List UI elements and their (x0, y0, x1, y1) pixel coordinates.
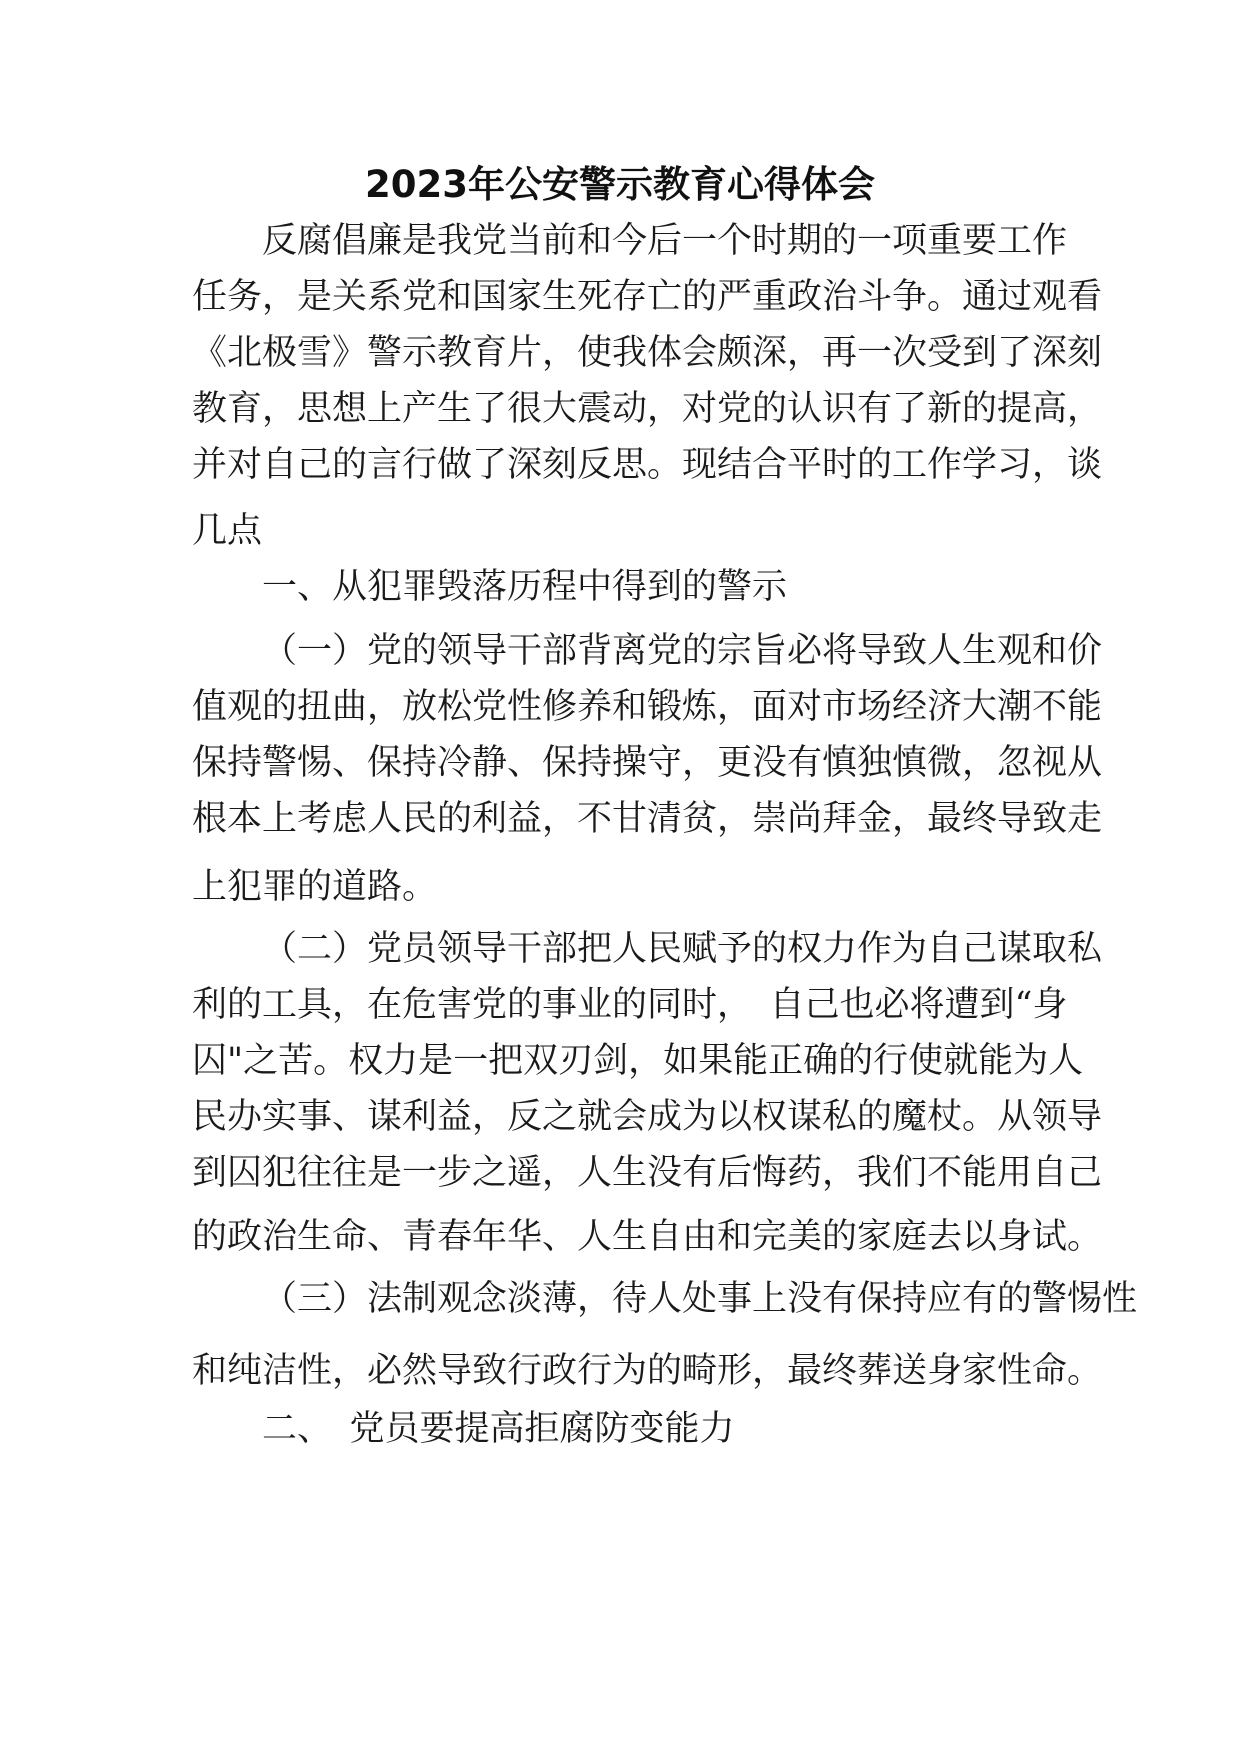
paragraph-line: 到囚犯往往是一步之遥，人生没有后悔药，我们不能用自己 (192, 1153, 1103, 1193)
section-heading: 二、 党员要提高拒腐防变能力 (262, 1409, 735, 1449)
paragraph-line: 《北极雪》警示教育片，使我体会颇深，再一次受到了深刻 (192, 333, 1103, 373)
paragraph-line: 利的工具，在危害党的事业的同时， 自己也必将遭到“身 (192, 985, 1068, 1025)
document-title: 2023年公安警示教育心得体会 (365, 163, 875, 206)
paragraph-line: 并对自己的言行做了深刻反思。现结合平时的工作学习，谈 (192, 445, 1103, 485)
paragraph-line: 值观的扭曲，放松党性修养和锻炼，面对市场经济大潮不能 (192, 687, 1103, 727)
paragraph-line: 上犯罪的道路。 (192, 867, 438, 907)
paragraph-line: 反腐倡廉是我党当前和今后一个时期的一项重要工作 (262, 221, 1068, 261)
paragraph-line: 民办实事、谋利益，反之就会成为以权谋私的魔杖。从领导 (192, 1097, 1103, 1137)
paragraph-line: 教育，思想上产生了很大震动，对党的认识有了新的提高， (192, 389, 1103, 429)
paragraph-line: （一）党的领导干部背离党的宗旨必将导致人生观和价 (262, 631, 1103, 671)
paragraph-line: 的政治生命、青春年华、人生自由和完美的家庭去以身试。 (192, 1217, 1103, 1257)
paragraph-line: （二）党员领导干部把人民赋予的权力作为自己谋取私 (262, 929, 1103, 969)
paragraph-line: （三）法制观念淡薄，待人处事上没有保持应有的警惕性 (262, 1279, 1138, 1319)
paragraph-line: 几点 (192, 511, 263, 551)
paragraph-line: 根本上考虑人民的利益，不甘清贫，崇尚拜金，最终导致走 (192, 799, 1103, 839)
paragraph-line: 囚"之苦。权力是一把双刃剑，如果能正确的行使就能为人 (192, 1041, 1084, 1081)
section-heading: 一、从犯罪毁落历程中得到的警示 (262, 567, 788, 607)
paragraph-line: 保持警惕、保持冷静、保持操守，更没有慎独慎微，忽视从 (192, 743, 1103, 783)
paragraph-line: 和纯洁性，必然导致行政行为的畸形，最终葬送身家性命。 (192, 1351, 1103, 1391)
paragraph-line: 任务，是关系党和国家生死存亡的严重政治斗争。通过观看 (192, 277, 1103, 317)
